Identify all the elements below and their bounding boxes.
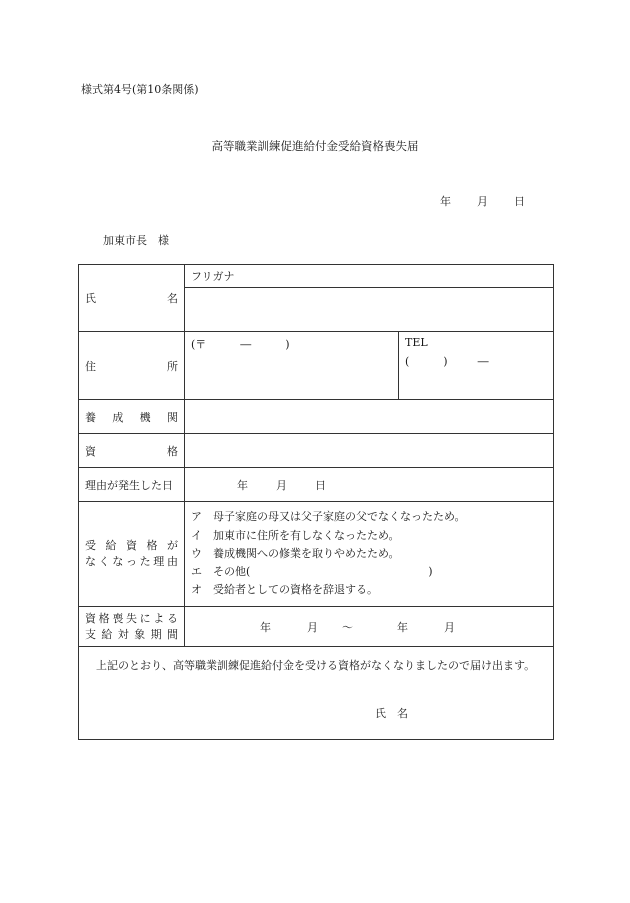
tel-open: (	[405, 355, 410, 368]
reason-label-line2: な く な っ た 理 由	[85, 555, 178, 568]
training-label-cell	[79, 400, 185, 434]
qualification-label-char1: 資	[85, 444, 96, 458]
tel-field[interactable]	[399, 332, 554, 400]
tel-number	[399, 349, 553, 368]
name-field[interactable]	[185, 288, 554, 332]
furigana-row	[79, 265, 554, 288]
reason-date-row	[79, 468, 554, 502]
qualification-label-cell	[79, 434, 185, 468]
tel-dash: ―	[477, 355, 489, 368]
qualification-field[interactable]	[185, 434, 554, 468]
training-label-char2: 成	[112, 410, 124, 424]
postal-open: (〒	[191, 338, 207, 351]
reason-option-b[interactable]: イ 加東市に住所を有しなくなったため。	[191, 528, 400, 542]
date-month: 月	[477, 195, 488, 208]
period-row	[79, 607, 554, 647]
postal-close: )	[285, 338, 290, 351]
name-label-char1: 氏	[85, 292, 96, 305]
address-row	[79, 332, 554, 400]
period-year1: 年	[260, 620, 271, 634]
furigana-field[interactable]	[185, 265, 554, 288]
document-title: 高等職業訓練促進給付金受給資格喪失届	[211, 139, 419, 153]
furigana-label: フリガナ	[191, 270, 235, 283]
date-day: 日	[514, 195, 525, 208]
period-tilde: ～	[342, 620, 353, 634]
reason-date-field[interactable]	[185, 468, 554, 502]
reason-date-year: 年	[237, 478, 248, 492]
address-label-char2: 所	[167, 359, 178, 373]
statement-text: 上記のとおり、高等職業訓練促進給付金を受ける資格がなくなりましたので届け出ます。	[96, 659, 536, 672]
postal-code	[185, 332, 398, 352]
address-field[interactable]	[185, 332, 399, 400]
address-label	[85, 358, 178, 374]
submission-date	[440, 193, 525, 209]
training-label-char1: 養	[85, 410, 96, 424]
reason-date-value	[185, 477, 553, 493]
statement-cell	[79, 647, 554, 740]
qualification-row	[79, 434, 554, 468]
reason-row	[79, 502, 554, 607]
training-row	[79, 400, 554, 434]
postal-dash: ―	[240, 338, 252, 351]
training-field[interactable]	[185, 400, 554, 434]
period-label-line1: 資 格 喪 失 に よ る	[85, 611, 178, 625]
reason-label-line1: 受 給 資 格 が	[85, 539, 178, 552]
statement-row	[79, 647, 554, 740]
period-month1: 月	[307, 620, 318, 634]
period-month2: 月	[444, 620, 455, 634]
address-label-cell	[79, 332, 185, 400]
reason-other-close: )	[428, 565, 433, 579]
training-label-char3: 機	[139, 410, 151, 424]
period-value	[185, 619, 553, 635]
signature-label: 氏 名	[375, 707, 408, 720]
tel-close: )	[443, 355, 448, 368]
reason-date-label: 理由が発生した日	[79, 468, 185, 502]
reason-option-e[interactable]: オ 受給者としての資格を辞退する。	[191, 583, 378, 597]
qualification-label	[85, 443, 178, 459]
name-label-char2: 名	[167, 292, 178, 305]
period-year2: 年	[397, 620, 408, 634]
training-label	[85, 409, 178, 425]
reason-list	[185, 508, 553, 599]
period-label-line2: 支 給 対 象 期 間	[85, 627, 178, 641]
notification-form-table	[78, 264, 554, 740]
reason-option-d[interactable]	[191, 563, 553, 581]
reason-date-month: 月	[276, 478, 287, 492]
form-number: 様式第4号(第10条関係)	[81, 83, 199, 96]
training-label-char4: 関	[166, 410, 178, 424]
reason-option-a[interactable]: ア 母子家庭の母又は父子家庭の父でなくなったため。	[191, 510, 466, 524]
period-field[interactable]	[185, 607, 554, 647]
reason-option-c[interactable]: ウ 養成機関への修業を取りやめたため。	[191, 546, 400, 560]
reason-label-cell	[79, 502, 185, 607]
period-label-cell	[79, 607, 185, 647]
address-label-char1: 住	[85, 359, 96, 373]
qualification-label-char2: 格	[167, 444, 178, 458]
tel-label: TEL	[405, 336, 428, 349]
reason-option-d-text: エ その他(	[191, 565, 251, 579]
name-label-cell	[79, 265, 185, 332]
reason-options	[185, 502, 554, 607]
addressee: 加東市長 様	[103, 234, 169, 247]
reason-date-day: 日	[315, 478, 326, 492]
date-year: 年	[440, 195, 451, 208]
name-label	[85, 290, 178, 306]
